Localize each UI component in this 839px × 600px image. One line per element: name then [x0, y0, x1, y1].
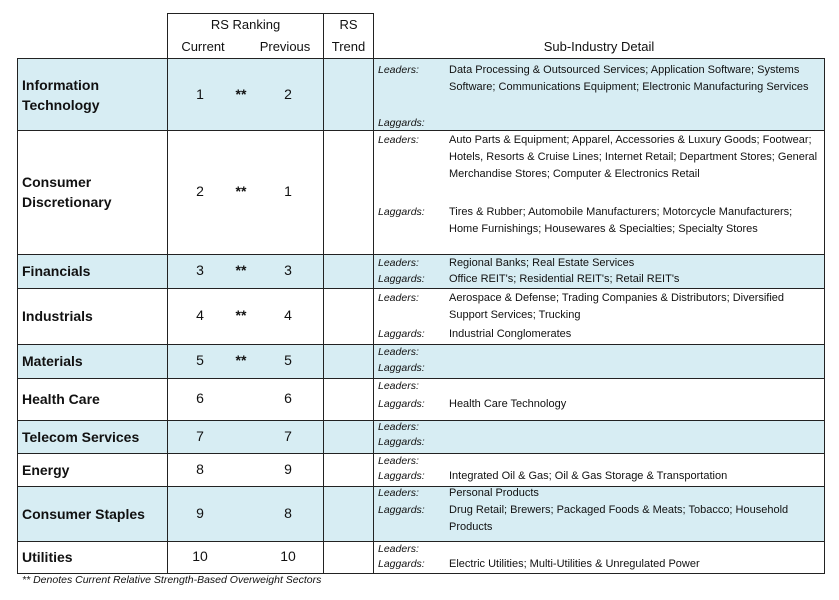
sector-name: Materials — [22, 353, 83, 369]
laggards-detail: Drug Retail; Brewers; Packaged Foods & Meats; Tobacco; Household Products — [449, 504, 789, 533]
leaders-detail: Data Processing & Outsourced Services; Application Software; Systems Software; Communications Equipment; Electronic Manufacturing Services — [449, 64, 809, 93]
leaders-detail: Regional Banks; Real Estate Services — [449, 257, 635, 269]
sector-name: Information Technology — [22, 76, 100, 113]
leaders-label: Leaders: — [378, 64, 419, 76]
previous-rank: 10 — [280, 548, 296, 564]
leaders-label: Leaders: — [378, 346, 419, 358]
overweight-marker: ** — [235, 85, 247, 102]
table-row — [17, 453, 824, 486]
previous-rank: 6 — [284, 390, 292, 406]
previous-rank: 5 — [284, 352, 292, 368]
sector-name: Energy — [22, 461, 70, 478]
laggards-label: Laggards: — [378, 504, 425, 516]
table-row — [17, 344, 824, 378]
grid-line — [17, 58, 824, 59]
laggards-label: Laggards: — [378, 117, 425, 129]
table-row — [17, 541, 824, 573]
table-row — [17, 288, 824, 344]
laggards-detail: Integrated Oil & Gas; Oil & Gas Storage & Transportation — [449, 470, 728, 482]
leaders-detail: Aerospace & Defense; Trading Companies & Distributors; Diversified Support Services; Trucking — [449, 292, 785, 321]
laggards-detail: Health Care Technology — [449, 398, 567, 410]
grid-line — [167, 13, 168, 574]
grid-line — [17, 541, 824, 542]
leaders-label: Leaders: — [378, 134, 419, 146]
laggards-detail: Office REIT's; Residential REIT's; Retail REIT's — [449, 273, 680, 285]
table-row — [17, 486, 824, 541]
previous-rank: 3 — [284, 262, 292, 278]
previous-rank: 1 — [284, 183, 292, 199]
current-rank: 5 — [196, 352, 204, 368]
grid-line — [17, 130, 824, 131]
current-rank: 2 — [196, 183, 204, 199]
header-rs: RS — [339, 17, 358, 32]
grid-line — [17, 288, 824, 289]
current-rank: 3 — [196, 262, 204, 278]
grid-line — [824, 58, 825, 574]
table-row — [17, 378, 824, 420]
grid-line — [17, 344, 824, 345]
footnote: ** Denotes Current Relative Strength-Based Overweight Sectors — [22, 574, 322, 586]
laggards-label: Laggards: — [378, 273, 425, 285]
sector-name: Industrials — [22, 308, 93, 324]
sector-name: Utilities — [22, 549, 73, 565]
sector-name: Consumer Discretionary — [22, 174, 112, 210]
header-current: Current — [181, 39, 225, 54]
laggards-label: Laggards: — [378, 436, 425, 448]
current-rank: 7 — [196, 427, 204, 444]
leaders-detail: Personal Products — [449, 487, 539, 499]
leaders-label: Leaders: — [378, 487, 419, 499]
current-rank: 8 — [196, 460, 204, 477]
sector-name: Telecom Services — [22, 428, 140, 445]
previous-rank: 4 — [284, 307, 292, 323]
previous-rank: 7 — [284, 427, 292, 444]
leaders-label: Leaders: — [378, 543, 419, 555]
sector-name: Health Care — [22, 391, 100, 407]
current-rank: 6 — [196, 390, 204, 406]
overweight-marker: ** — [235, 307, 247, 323]
grid-line — [17, 453, 824, 454]
previous-rank: 2 — [284, 85, 292, 102]
laggards-detail: Industrial Conglomerates — [449, 328, 572, 340]
overweight-marker: ** — [235, 262, 247, 278]
leaders-label: Leaders: — [378, 380, 419, 392]
grid-line — [17, 420, 824, 421]
header-detail: Sub-Industry Detail — [543, 39, 655, 54]
grid-line — [373, 13, 374, 574]
grid-line — [17, 58, 18, 574]
current-rank: 4 — [196, 307, 204, 323]
header-trend: Trend — [331, 39, 366, 54]
sector-name: Consumer Staples — [22, 505, 145, 522]
table-row — [17, 420, 824, 453]
previous-rank: 8 — [284, 504, 292, 521]
grid-line — [167, 13, 373, 14]
sector-name: Financials — [22, 263, 91, 279]
leaders-detail: Auto Parts & Equipment; Apparel, Accessories & Luxury Goods; Footwear; Hotels, Resorts & Cruise Lines; Internet Retail; Department Stores; General Merchandise Stores; Computer & Electronics Retail — [449, 134, 818, 180]
leaders-label: Leaders: — [378, 421, 419, 433]
table-row — [17, 59, 824, 130]
overweight-marker: ** — [235, 352, 247, 368]
grid-line — [17, 486, 824, 487]
leaders-label: Leaders: — [378, 292, 419, 304]
laggards-label: Laggards: — [378, 206, 425, 218]
grid-line — [323, 13, 324, 574]
table-row — [17, 254, 824, 288]
leaders-label: Leaders: — [378, 455, 419, 467]
header-rs-ranking: RS Ranking — [210, 17, 281, 32]
laggards-label: Laggards: — [378, 558, 425, 570]
grid-line — [17, 378, 824, 379]
current-rank: 9 — [196, 504, 204, 521]
laggards-label: Laggards: — [378, 328, 425, 340]
laggards-detail: Electric Utilities; Multi-Utilities & Unregulated Power — [449, 558, 700, 570]
laggards-label: Laggards: — [378, 470, 425, 482]
leaders-label: Leaders: — [378, 257, 419, 269]
laggards-label: Laggards: — [378, 362, 425, 374]
grid-line — [17, 254, 824, 255]
overweight-marker: ** — [235, 183, 247, 199]
previous-rank: 9 — [284, 460, 292, 477]
laggards-label: Laggards: — [378, 398, 425, 410]
laggards-detail: Tires & Rubber; Automobile Manufacturers; Motorcycle Manufacturers; Home Furnishings; Housewares & Specialties; Specialty Stores — [449, 206, 793, 235]
header-previous: Previous — [259, 39, 311, 54]
current-rank: 1 — [196, 85, 204, 102]
current-rank: 10 — [192, 548, 208, 564]
table-row — [17, 130, 824, 254]
grid-line — [17, 573, 824, 574]
